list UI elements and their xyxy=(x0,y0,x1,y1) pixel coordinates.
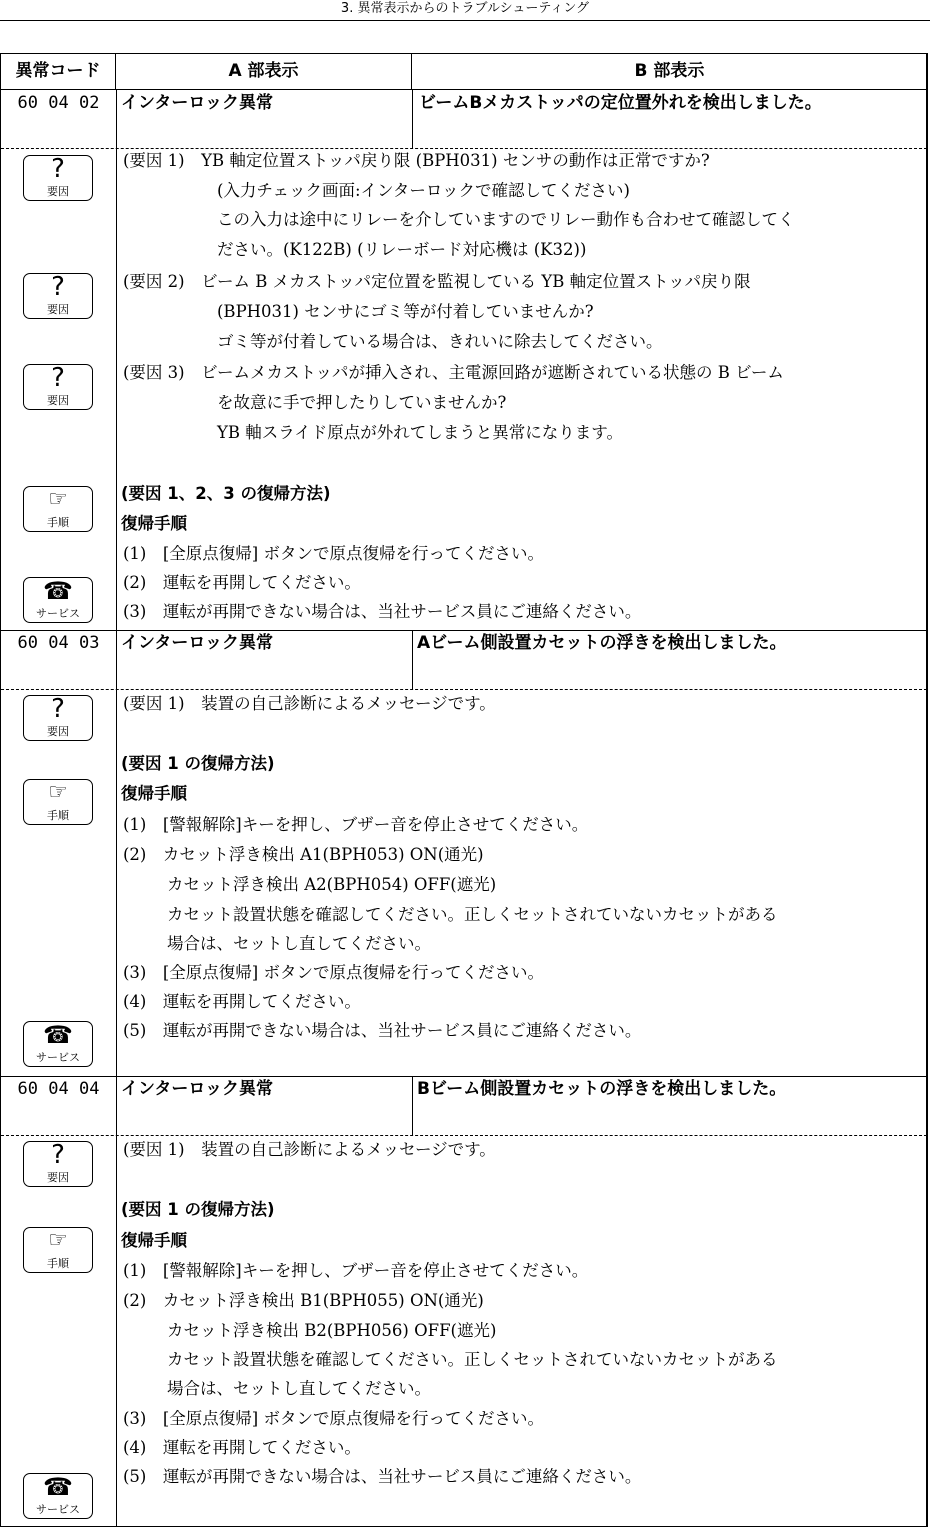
text-line: ださい。(K122B) (リレーボード対応機は (K32)) xyxy=(217,240,587,259)
error-code: 60 04 02 xyxy=(17,93,100,113)
text-line: (1) [全原点復帰] ボタンで原点復帰を行ってください。 xyxy=(123,544,544,563)
column-divider xyxy=(116,90,117,1526)
text-line: YB 軸スライド原点が外れてしまうと異常になります。 xyxy=(217,423,623,442)
text-line: 復帰手順 xyxy=(121,784,187,803)
text-line: (3) 運転が再開できない場合は、当社サービス員にご連絡ください。 xyxy=(123,602,642,621)
text-line: (1) [警報解除]キーを押し、ブザー音を停止させてください。 xyxy=(123,1261,589,1280)
cause-icon: ? 要因 xyxy=(23,695,93,741)
a-display-text: インターロック異常 xyxy=(121,93,273,113)
text-line: (4) 運転を再開してください。 xyxy=(123,1438,361,1457)
procedure-icon: ☞ 手順 xyxy=(23,779,93,825)
text-line: ゴミ等が付着している場合は、きれいに除去してください。 xyxy=(217,332,663,351)
error-code-table xyxy=(0,53,928,1527)
procedure-icon: ☞ 手順 xyxy=(23,486,93,532)
text-line: (要因 3) ビームメカストッパが挿入され、主電源回路が遮断されている状態の B ビーム xyxy=(123,363,784,382)
service-icon: ☎ サービス xyxy=(23,577,93,623)
text-line: (要因 1 の復帰方法) xyxy=(121,754,275,773)
text-line: を故意に手で押したりしていませんか? xyxy=(217,393,507,412)
text-line: (要因 1) YB 軸定位置ストッパ戻り限 (BPH031) センサの動作は正常ですか? xyxy=(123,151,710,170)
text-line: カセット設置状態を確認してください。正しくセットされていないカセットがある xyxy=(167,905,778,924)
cause-icon: ? 要因 xyxy=(23,364,93,410)
a-b-divider xyxy=(412,90,413,148)
text-line: カセット設置状態を確認してください。正しくセットされていないカセットがある xyxy=(167,1350,778,1369)
text-line: (要因 2) ビーム B メカストッパ定位置を監視している YB 軸定位置ストッパ戻り限 xyxy=(123,272,751,291)
text-line: (要因 1) 装置の自己診断によるメッセージです。 xyxy=(123,694,496,713)
a-b-divider xyxy=(412,1076,413,1135)
cause-icon: ? 要因 xyxy=(23,1141,93,1187)
text-line: カセット浮き検出 A2(BPH054) OFF(遮光) xyxy=(167,875,497,894)
b-display-text: Aビーム側設置カセットの浮きを検出しました。 xyxy=(417,633,787,653)
text-line: (要因 1、2、3 の復帰方法) xyxy=(121,484,331,503)
header-error-code: 異常コード xyxy=(1,54,116,90)
text-line: (BPH031) センサにゴミ等が付着していませんか? xyxy=(217,302,594,321)
text-line: (2) カセット浮き検出 B1(BPH055) ON(通光) xyxy=(123,1291,484,1310)
text-line: (1) [警報解除]キーを押し、ブザー音を停止させてください。 xyxy=(123,815,589,834)
text-line: (要因 1 の復帰方法) xyxy=(121,1200,275,1219)
text-line: 場合は、セットし直してください。 xyxy=(167,1379,431,1398)
error-code: 60 04 03 xyxy=(17,633,100,653)
text-line: 場合は、セットし直してください。 xyxy=(167,934,431,953)
header-a-display: A 部表示 xyxy=(116,54,412,90)
text-line: この入力は途中にリレーを介していますのでリレー動作も合わせて確認してく xyxy=(217,210,795,229)
text-line: (入力チェック画面:インターロックで確認してください) xyxy=(217,181,630,200)
cause-icon: ? 要因 xyxy=(23,155,93,201)
entry-separator xyxy=(1,1076,927,1077)
text-line: (5) 運転が再開できない場合は、当社サービス員にご連絡ください。 xyxy=(123,1021,642,1040)
text-line: (2) カセット浮き検出 A1(BPH053) ON(通光) xyxy=(123,845,484,864)
entry-separator xyxy=(1,630,927,631)
text-line: カセット浮き検出 B2(BPH056) OFF(遮光) xyxy=(167,1321,497,1340)
header-b-display: B 部表示 xyxy=(412,54,927,90)
a-display-text: インターロック異常 xyxy=(121,633,273,653)
text-line: (4) 運転を再開してください。 xyxy=(123,992,361,1011)
service-icon: ☎ サービス xyxy=(23,1473,93,1519)
cause-icon: ? 要因 xyxy=(23,273,93,319)
text-line: (3) [全原点復帰] ボタンで原点復帰を行ってください。 xyxy=(123,1409,544,1428)
text-line: (5) 運転が再開できない場合は、当社サービス員にご連絡ください。 xyxy=(123,1467,642,1486)
b-display-text: Bビーム側設置カセットの浮きを検出しました。 xyxy=(417,1079,787,1099)
text-line: (要因 1) 装置の自己診断によるメッセージです。 xyxy=(123,1140,496,1159)
b-display-text: ビームBメカストッパの定位置外れを検出しました。 xyxy=(419,93,822,113)
page-header-title: 3. 異常表示からのトラブルシューティング xyxy=(340,1,590,16)
a-display-text: インターロック異常 xyxy=(121,1079,273,1099)
text-line: 復帰手順 xyxy=(121,514,187,533)
text-line: (3) [全原点復帰] ボタンで原点復帰を行ってください。 xyxy=(123,963,544,982)
text-line: 復帰手順 xyxy=(121,1231,187,1250)
page-header xyxy=(0,0,930,21)
service-icon: ☎ サービス xyxy=(23,1021,93,1067)
error-code: 60 04 04 xyxy=(17,1079,100,1099)
procedure-icon: ☞ 手順 xyxy=(23,1227,93,1273)
text-line: (2) 運転を再開してください。 xyxy=(123,573,361,592)
a-b-divider xyxy=(412,630,413,689)
